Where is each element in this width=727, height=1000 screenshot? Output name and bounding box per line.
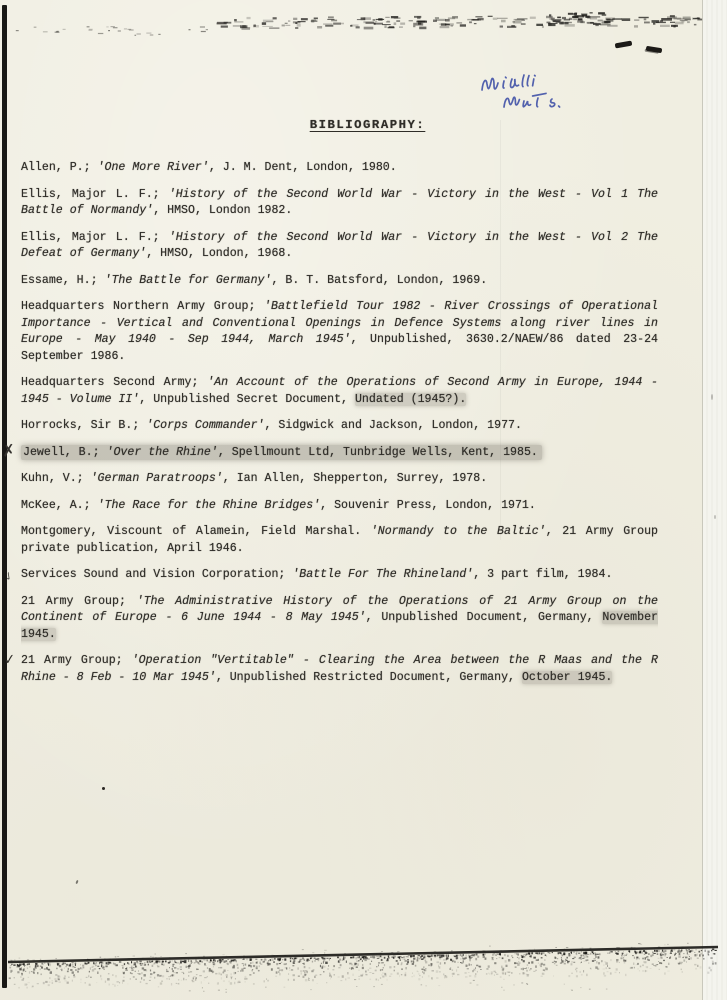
scan-right-edge [702,0,727,1000]
ink-dash-mark [615,41,633,49]
entry-text: , Spellmount Ltd, Tunbridge Wells, Kent, 1985. [217,445,538,459]
entry-text: 'The Battle for Germany' [104,273,272,287]
entry-text: 'History of the Second World War - Victory in the West - Vol 2 The Defeat of Germany' [21,230,659,260]
entry-text: , Unpublished Secret Document, [139,392,355,406]
paper-speck [75,880,78,884]
entry-text: 'Normandy to the Baltic' [370,525,546,538]
entry-text: McKee, A.; [21,498,98,512]
highlight-smudge [21,445,542,460]
entry-text: 'Battlefield Tour 1982 - River Crossings of Operational Importance - Vertical and Conventional Openings in Defence Systems along river lines in Europe - May 1940 - Sep 1944, March 1945' [21,300,659,346]
entry-text: 'The Race for the Rhine Bridges' [97,498,321,512]
entry-text: , Souvenir Press, London, 1971. [320,498,536,512]
entry-text: , J. M. Dent, London, 1980. [208,161,397,174]
entry-text: 'Over the Rhine' [106,445,218,459]
entry-text: Undated (1945?). [354,392,467,406]
ink-dash-mark [646,46,663,53]
bibliography-entry [21,273,658,290]
entry-text: , 3 part film, 1984. [473,568,613,581]
entry-text: , HMSO, London 1982. [153,204,293,217]
entry-text: , Unpublished Restricted Document, Germany, [215,670,522,684]
bibliography-entry [21,375,658,408]
entry-text: , Sidgwick and Jackson, London, 1977. [264,419,522,432]
paper-speck [711,394,713,400]
bibliography-entry [1,567,658,584]
entry-text: , Ian Allen, Shepperton, Surrey, 1978. [222,472,488,485]
bibliography-entry [0,439,658,462]
entry-text: Kuhn, V.; [21,472,91,485]
entry-text: , Unpublished Document, Germany, [365,611,603,624]
entry-text: October 1945. [521,670,613,684]
entry-text: Ellis, Major L. F.; [21,230,169,244]
entry-text: 'Corps Commander' [146,419,265,432]
bibliography-entry [3,651,658,686]
entry-text: Jewell, B.; [23,445,107,459]
entry-text: 'History of the Second World War - Victory in the West - Vol 1 The Battle of Normandy' [21,187,659,217]
entry-text: , Unpublished, 3630.2/NAEW/86 dated 23-24 September 1986. [21,333,658,363]
entry-text: Montgomery, Viscount of Alamein, Field Marshal. [21,525,371,538]
bibliography-entry [21,230,658,263]
check-mark-icon: ✓ [3,651,17,669]
entry-text: 'One More River' [97,161,209,174]
bibliography-entry [21,471,658,488]
entry-text: Horrocks, Sir B.; [21,419,147,432]
bibliography-entry [21,160,658,177]
entry-text: 'An Account of the Operations of Second Army in Europe, 1944 - 1945 - Volume II' [21,376,658,406]
bibliography-entry [21,187,658,220]
bibliography-entry [21,594,658,644]
x-mark-icon: ✗ [0,439,17,461]
entry-text: November 1945. [21,611,659,641]
entry-text: 'German Paratroops' [90,472,223,485]
scan-left-edge [2,5,7,988]
check-mark-icon: ✓ [1,568,17,584]
entry-text: 'The Administrative History of the Operations of 21 Army Group on the Continent of Europe - 6 June 1944 - 8 May 1945' [21,594,658,624]
paper-speck [102,787,105,790]
entry-text: , HMSO, London, 1968. [146,247,293,260]
entry-text: Essame, H.; [21,273,105,287]
bibliography-entry [21,498,658,515]
entry-text: 'Battle For The Rhineland' [292,568,474,581]
bibliography-entry [21,524,658,557]
page-title: BIBLIOGRAPHY: [309,118,426,132]
bibliography-entry [21,418,658,435]
handwritten-note [468,66,608,122]
entry-text: 21 Army Group; [21,654,132,667]
entry-text: Ellis, Major L. F.; [21,187,169,201]
entry-text: Services Sound and Vision Corporation; [21,568,293,581]
entry-text: , 21 Army Group private publication, April 1946. [21,525,658,555]
bibliography-entry [21,299,658,365]
bibliography-entries [0,160,659,696]
entry-text: Allen, P.; [21,161,98,174]
entry-text: 'Operation "Vertitable" - Clearing the Area between the R Maas and the R Rhine - 8 Feb - 10 Mar 1945' [21,654,658,684]
paper-speck [714,515,716,519]
entry-text: Headquarters Northern Army Group; [21,300,265,313]
entry-text: Headquarters Second Army; [21,376,208,389]
entry-text: 21 Army Group; [21,594,137,608]
entry-text: , B. T. Batsford, London, 1969. [271,273,488,287]
